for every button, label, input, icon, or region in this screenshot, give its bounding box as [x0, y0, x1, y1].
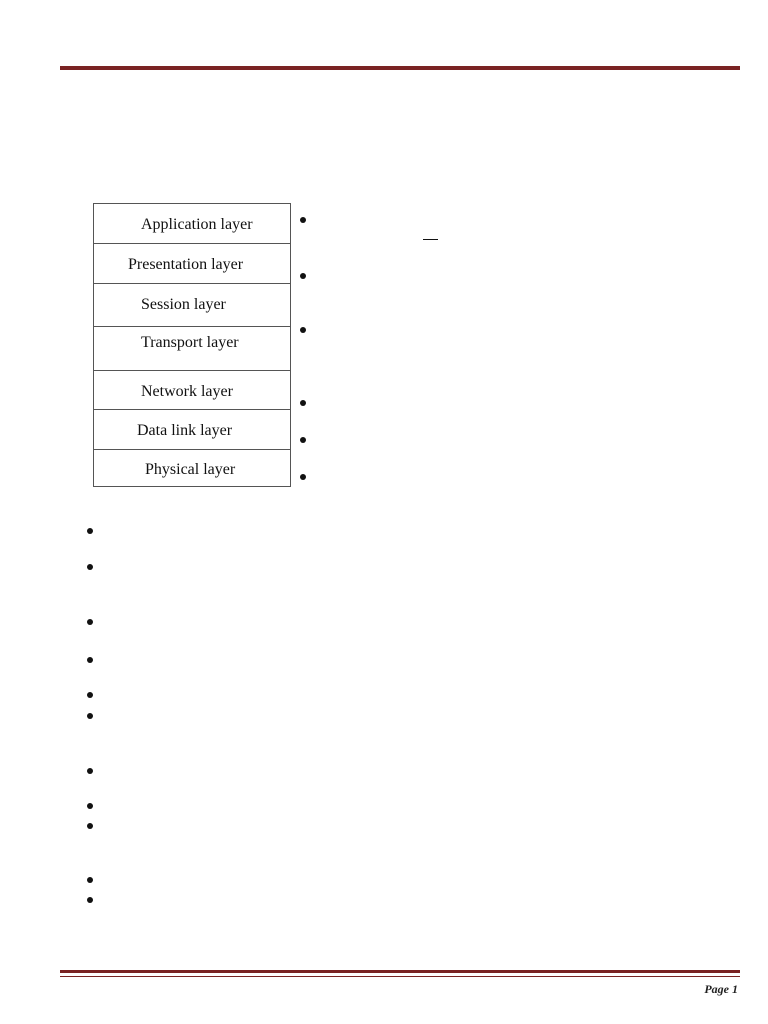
- page-number: Page 1: [704, 982, 738, 996]
- osi-layer-label: Transport layer: [141, 334, 239, 351]
- osi-layer-physical: [94, 450, 290, 488]
- osi-layer-network: [94, 371, 290, 410]
- bullet-marker: [300, 327, 306, 333]
- footer-rule: [60, 970, 740, 973]
- bullet-marker: [87, 803, 93, 809]
- bullet-marker: [87, 713, 93, 719]
- bullet-marker: [87, 897, 93, 903]
- osi-layer-application: [94, 204, 290, 244]
- bullet-marker: [300, 437, 306, 443]
- bullet-marker: [300, 474, 306, 480]
- osi-layer-label: Application layer: [141, 216, 253, 233]
- osi-layer-label: Session layer: [141, 296, 226, 313]
- bullet-marker: [87, 692, 93, 698]
- bullet-marker: [87, 619, 93, 625]
- osi-layer-stack: [93, 203, 291, 487]
- bullet-marker: [300, 400, 306, 406]
- bullet-marker: [87, 768, 93, 774]
- header-rule: [60, 66, 740, 70]
- footer-rule-thin: [60, 976, 740, 977]
- bullet-marker: [87, 823, 93, 829]
- osi-layer-label: Physical layer: [145, 461, 236, 478]
- osi-layer-session: [94, 284, 290, 327]
- bullet-marker: [87, 657, 93, 663]
- bullet-marker: [87, 564, 93, 570]
- bullet-marker: [87, 528, 93, 534]
- bullet-marker: [300, 217, 306, 223]
- bullet-marker: [87, 877, 93, 883]
- bullet-marker: [300, 273, 306, 279]
- osi-layer-data-link: [94, 410, 290, 450]
- osi-layer-label: Data link layer: [137, 422, 233, 439]
- underline-mark: [423, 239, 438, 240]
- osi-layer-label: Presentation layer: [128, 256, 244, 273]
- osi-layer-label: Network layer: [141, 383, 233, 400]
- osi-layer-transport: [94, 327, 290, 371]
- osi-layer-presentation: [94, 244, 290, 284]
